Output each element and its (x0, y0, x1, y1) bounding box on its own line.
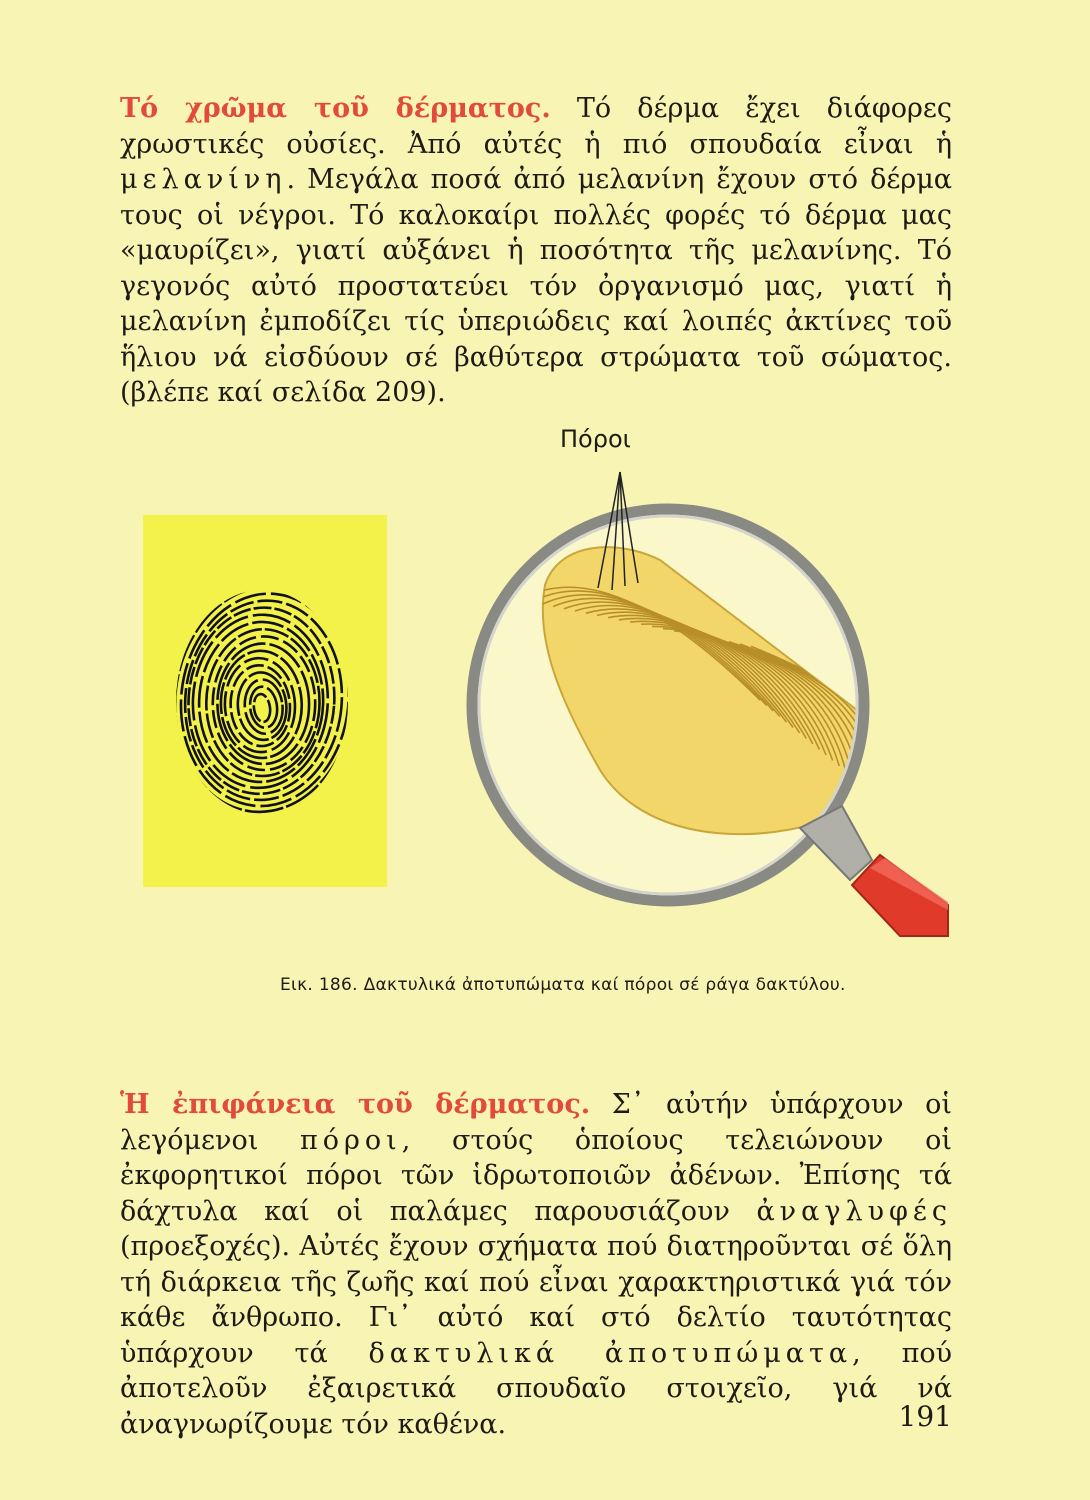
emphasis-pores: πόροι (300, 1124, 402, 1156)
magnifier-image (472, 509, 948, 936)
text: Τό δέρμα ἔχει διάφορες χρωστικές οὐσίες. Ἀπό αὐτές ἡ πιό σπουδαία εἶναι ἡ (120, 93, 952, 160)
page-number: 191 (898, 1400, 952, 1433)
paragraph-skin-surface (120, 1087, 952, 1442)
figure-caption: Εικ. 186. Δακτυλικά ἀποτυπώματα καί πόροι σέ ράγα δακτύλου. (280, 975, 846, 995)
text: , στούς ὁποίους τελειώνουν οἱ ἐκφορητικοί πόροι τῶν ἱδρωτοποιῶν ἀδένων. Ἐπίσης τά δάχτυλα καί οἱ παλάμες παρουσιάζουν (120, 1124, 952, 1227)
text: . Μεγάλα ποσά ἀπό μελανίνη ἔχουν στό δέρμα τους οἱ νέγροι. Τό καλοκαίρι πολλές φορές τό δέρμα μας «μαυρίζει», γιατί αὐξάνει ἡ ποσότητα τῆς μελανίνης. Τό γεγονός αὐτό προστατεύει τόν ὀργανισμό μας, γιατί ἡ μελανίνη ἐμποδίζει τίς ὑπεριώδεις καί λοιπές ἀκτίνες τοῦ ἥλιου νά εἰσδύουν σέ βαθύτερα στρώματα τοῦ σώματος. (βλέπε καί σελίδα 209). (120, 164, 952, 408)
heading-skin-surface: Ἡ ἐπιφάνεια τοῦ δέρματος. (120, 1089, 591, 1120)
text: , πού ἀποτελοῦν ἐξαιρετικά σπουδαῖο στοιχεῖο, γιά νά ἀναγνωρίζουμε τόν καθένα. (120, 1337, 952, 1440)
emphasis-ridges: ἀναγλυφές (756, 1195, 952, 1227)
text: (προεξοχές). Αὐτές ἔχουν σχήματα πού διατηροῦνται σέ ὅλη τή διάρκεια τῆς ζωῆς καί πού εἶναι χαρακτηριστικά γιά τόν κάθε ἄνθρωπο. Γι᾽ αὐτό καί στό δελτίο ταυτότητας ὑπάρχουν τά (120, 1231, 952, 1369)
text: Σ᾽ αὐτήν ὑπάρχουν οἱ λεγόμενοι (120, 1089, 952, 1156)
emphasis-fingerprints: δακτυλικά ἀποτυπώματα (368, 1337, 853, 1369)
emphasis-melanin: μελανίνη (120, 164, 287, 195)
fingerprint-image (162, 576, 366, 822)
heading-skin-color: Τό χρῶμα τοῦ δέρματος. (120, 93, 551, 124)
figure-label-pores: Πόροι (560, 425, 631, 453)
